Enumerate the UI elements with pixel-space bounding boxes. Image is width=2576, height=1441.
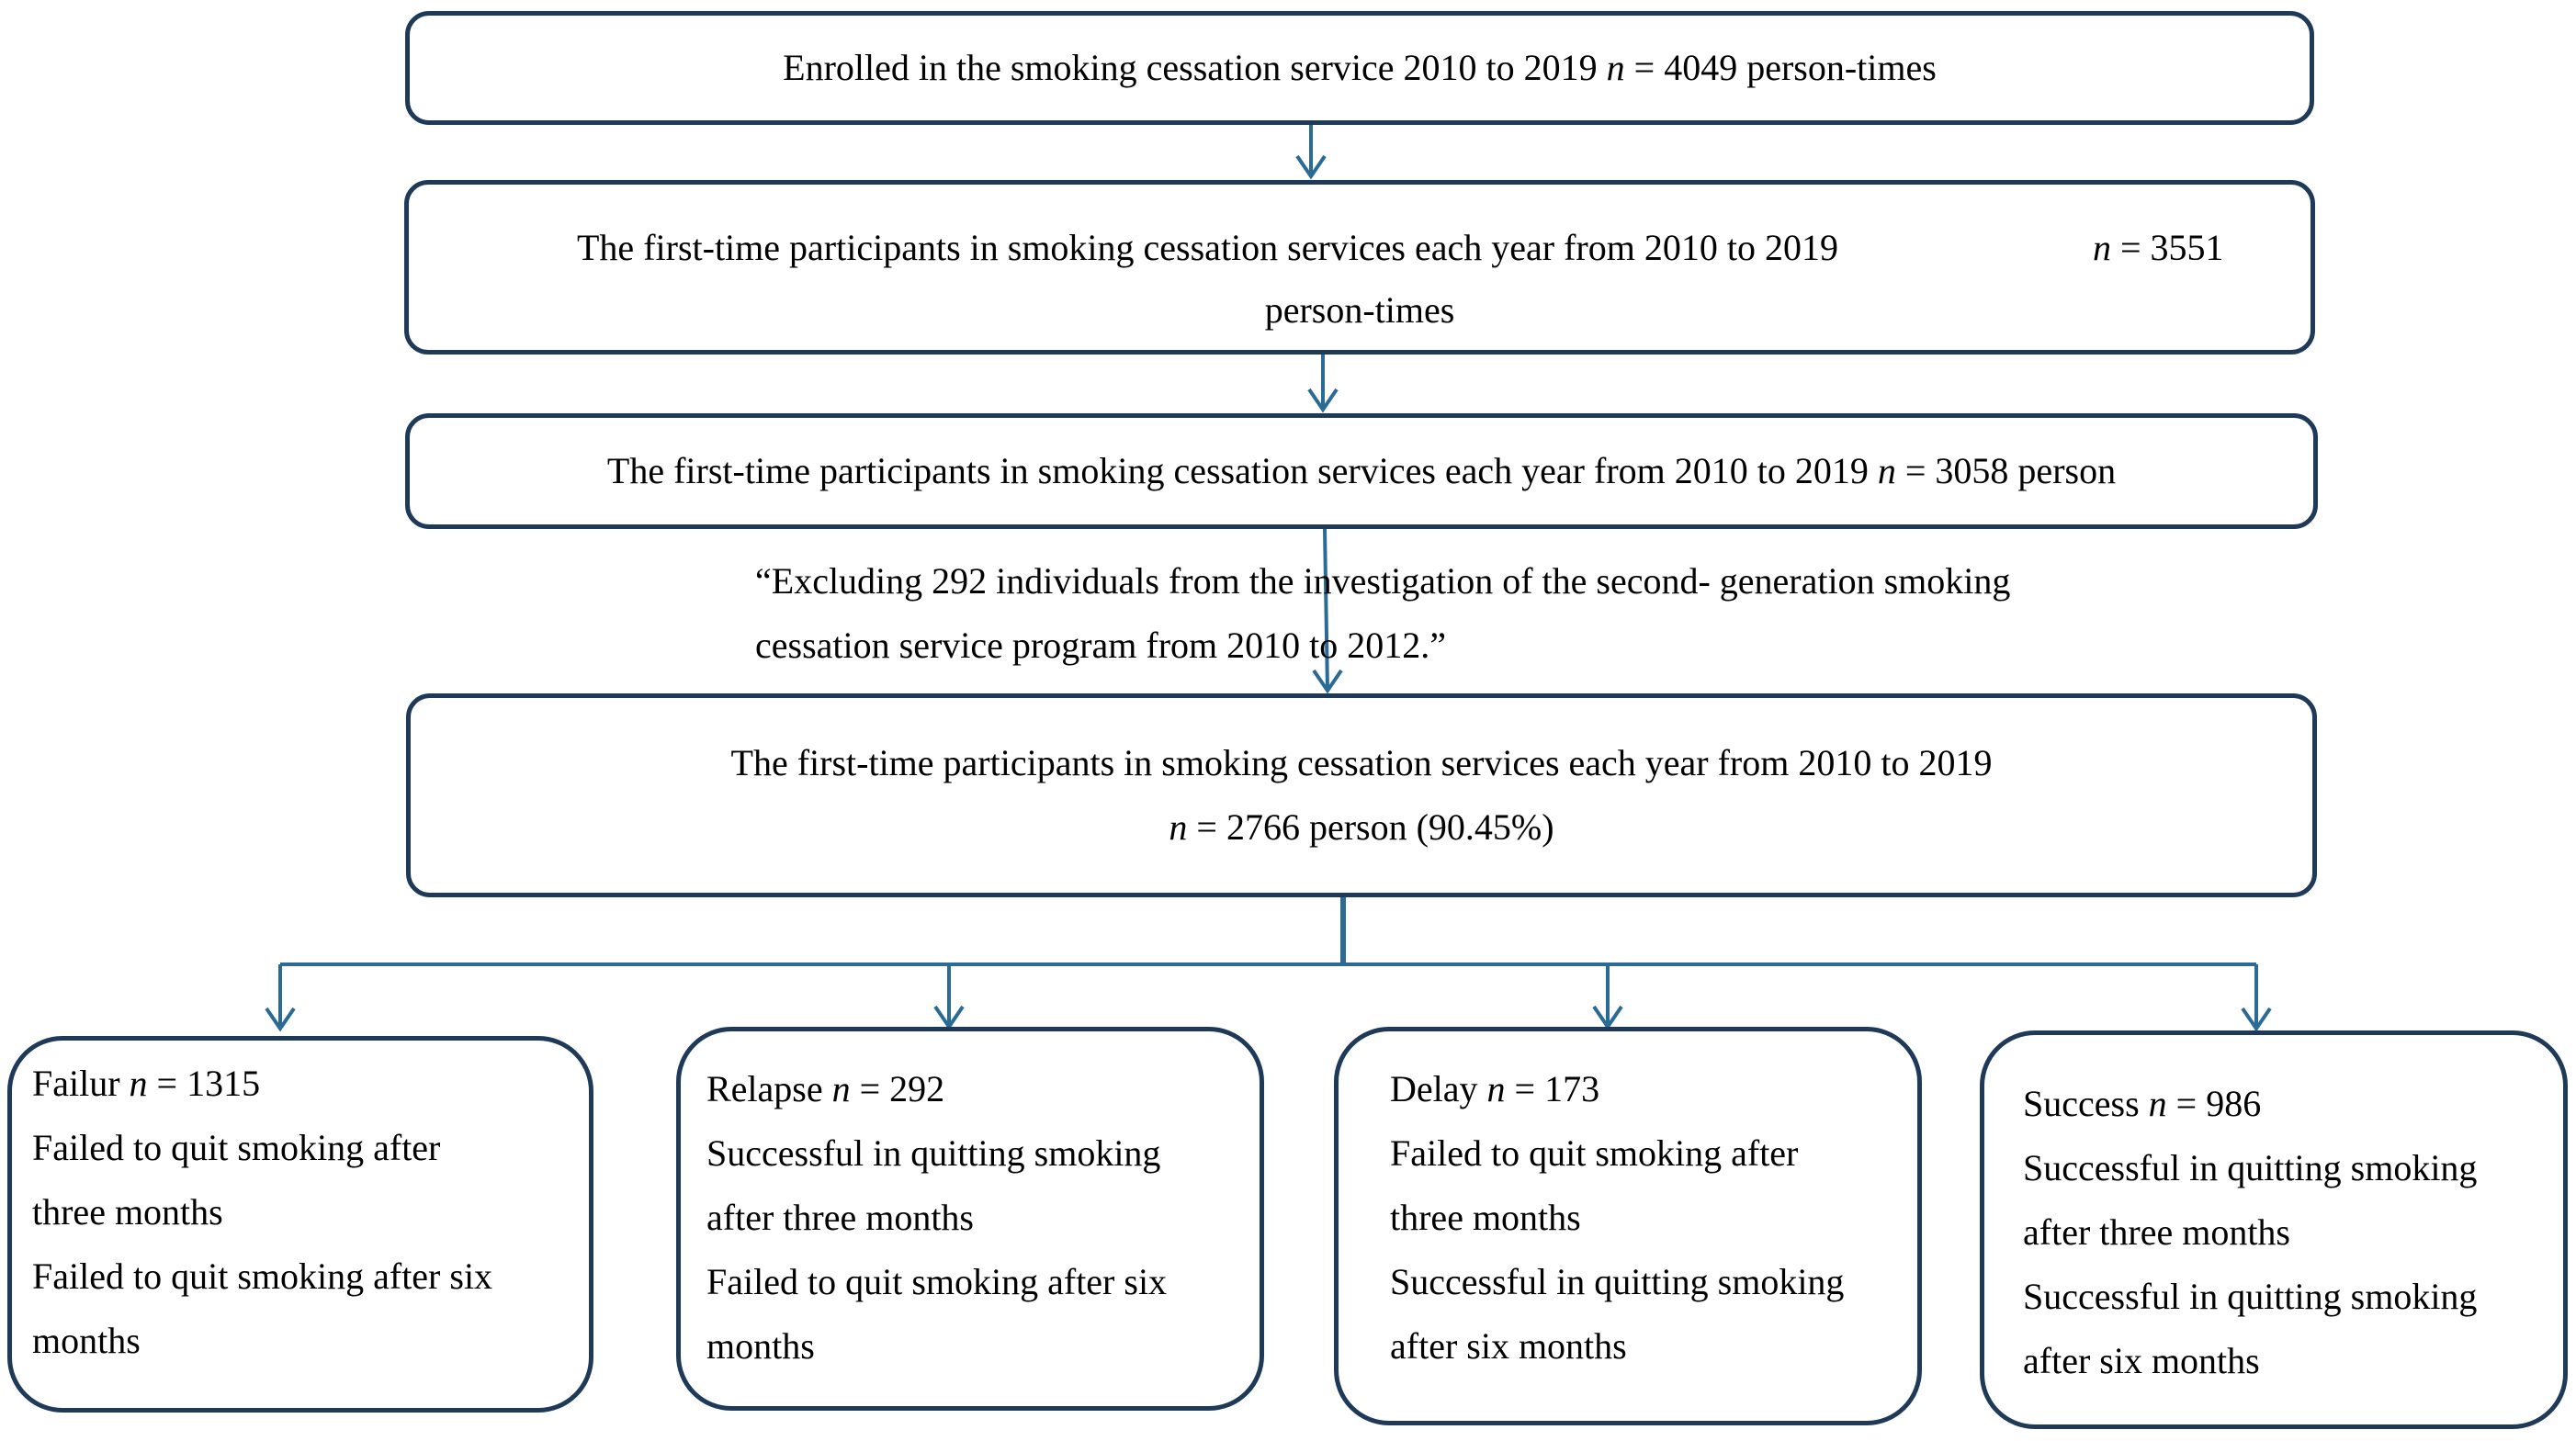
final-cohort-line-1: The first-time participants in smoking cessation services each year from 2010 to 2019 [730, 742, 1993, 783]
outcome-title: Success n = 986 [2023, 1083, 2262, 1124]
outcome-line: after six months [1390, 1325, 1627, 1367]
first-time-person-times-box [404, 180, 2315, 355]
outcome-line: after three months [706, 1197, 974, 1238]
outcome-line: months [706, 1325, 815, 1367]
enrolled-box [405, 11, 2314, 125]
first-time-person-times-line1: The first-time participants in smoking cessation services each year from 2010 to 2019 [577, 227, 1838, 268]
first-time-persons-text: The first-time participants in smoking cessation services each year from 2010 to 2019 n = 3058 person [606, 450, 2117, 491]
enrolled-text: Enrolled in the smoking cessation service 2010 to 2019 n = 4049 person-times [783, 47, 1937, 88]
outcome-line: Failed to quit smoking after six [32, 1255, 493, 1297]
exclusion-note [755, 549, 2010, 678]
outcome-line: months [32, 1320, 141, 1361]
outcome-line: three months [32, 1191, 223, 1233]
outcome-line: three months [1390, 1197, 1581, 1238]
outcome-line: Failed to quit smoking after [1390, 1132, 1799, 1174]
outcome-line: Successful in quitting smoking [2023, 1147, 2478, 1188]
outcome-line: Failed to quit smoking after six [706, 1261, 1168, 1302]
outcome-line: Failed to quit smoking after [32, 1127, 441, 1168]
final-cohort-line-2: n = 2766 person (90.45%) [1169, 806, 1554, 848]
first-time-persons-box [405, 413, 2318, 529]
exclusion-line-2: cessation service program from 2010 to 2012.” [755, 625, 1447, 666]
exclusion-line-1: “Excluding 292 individuals from the investigation of the second- generation smoking [755, 560, 2011, 602]
outcome-title: Relapse n = 292 [706, 1068, 945, 1109]
outcome-title: Delay n = 173 [1390, 1068, 1600, 1109]
first-time-person-times-count: n = 3551 [2093, 227, 2224, 268]
outcome-title: Failur n = 1315 [32, 1063, 261, 1104]
first-time-person-times-line2: person-times [1264, 289, 1455, 331]
final-cohort-box [406, 693, 2317, 897]
outcome-box-success [1980, 1030, 2568, 1429]
outcome-line: Successful in quitting smoking [2023, 1276, 2478, 1317]
outcome-box-relapse [676, 1027, 1264, 1411]
outcome-line: Successful in quitting smoking [1390, 1261, 1845, 1302]
outcome-line: Successful in quitting smoking [706, 1132, 1161, 1174]
outcome-line: after six months [2023, 1340, 2260, 1381]
outcome-box-failure [7, 1036, 593, 1413]
outcome-line: after three months [2023, 1211, 2290, 1253]
outcome-box-delay [1334, 1027, 1922, 1425]
